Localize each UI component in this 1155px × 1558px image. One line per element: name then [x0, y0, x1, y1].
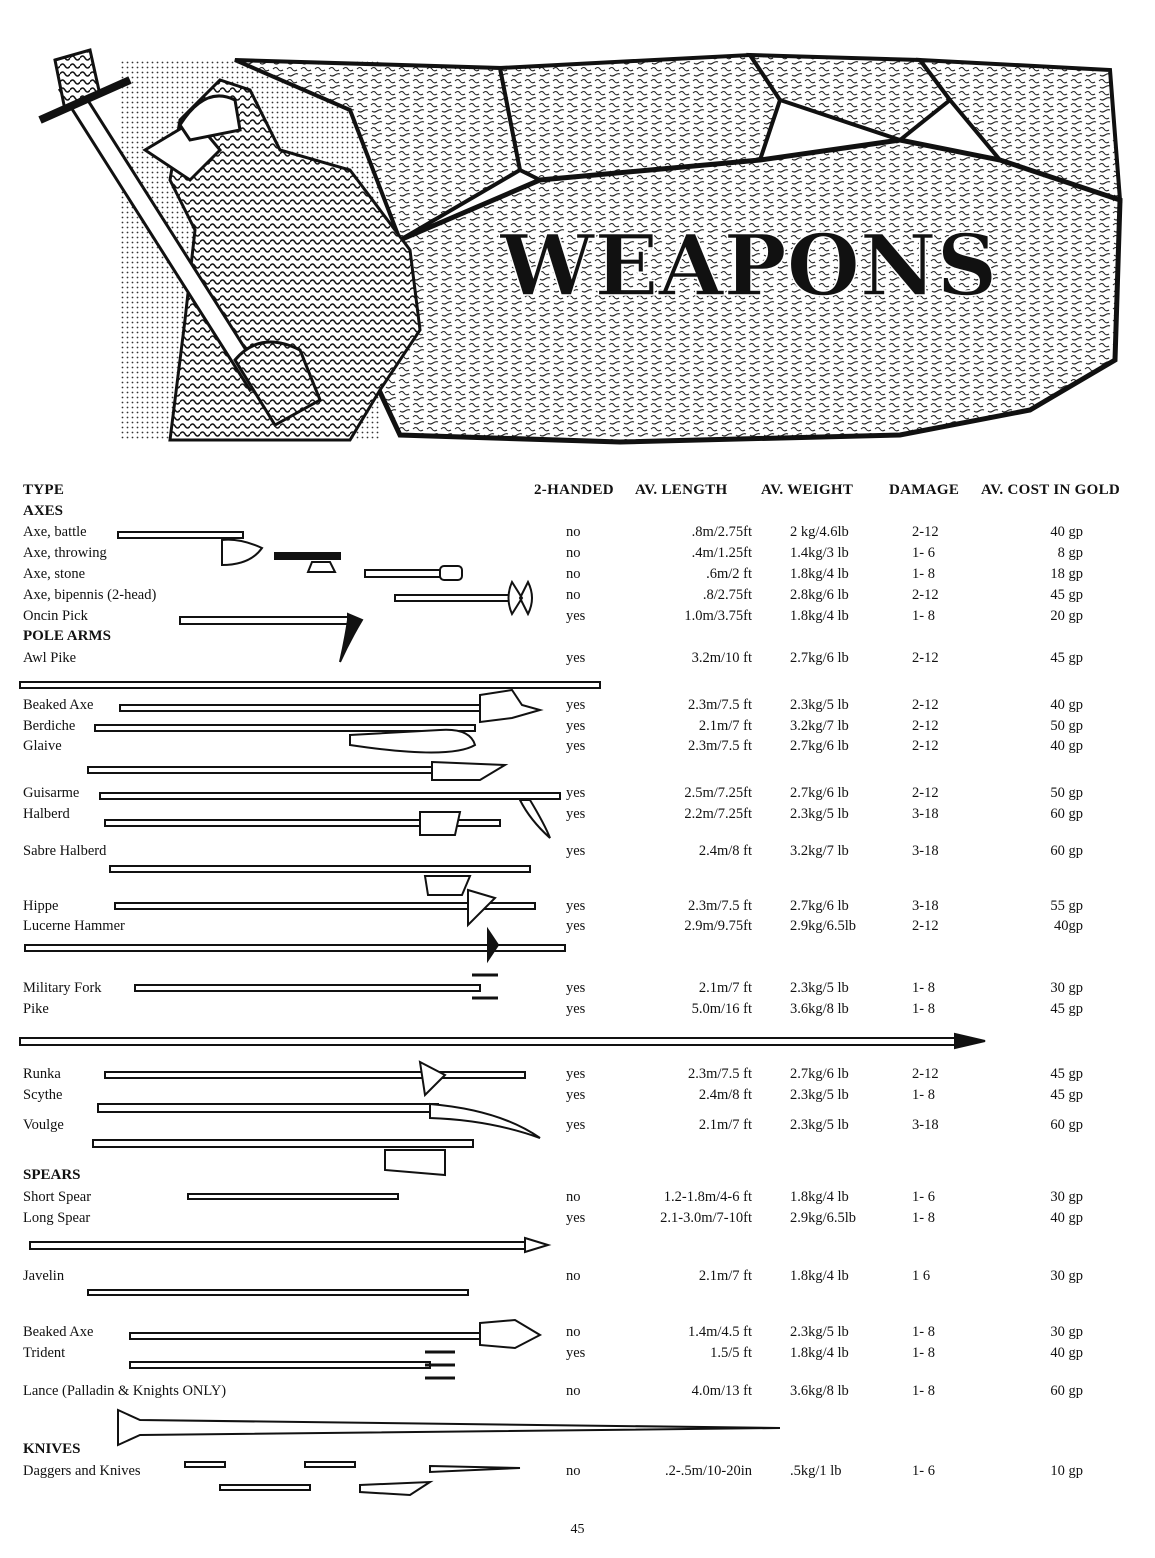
weapon-name: Voulge	[23, 1117, 64, 1133]
two-handed-value: yes	[566, 806, 586, 822]
damage-value: 3-18	[912, 843, 939, 859]
section-knives: KNIVES	[23, 1441, 81, 1457]
length-value: 2.3m/7.5 ft	[687, 697, 752, 713]
damage-value: 2-12	[912, 1066, 939, 1082]
length-value: 2.2m/7.25ft	[684, 806, 752, 822]
weight-value: 2.3kg/5 lb	[790, 980, 849, 996]
damage-value: 3-18	[912, 898, 939, 914]
length-value: 4.0m/13 ft	[691, 1383, 752, 1399]
two-handed-value: yes	[566, 718, 586, 734]
banner-illustration	[20, 30, 1135, 445]
table-row	[0, 1324, 1155, 1344]
length-value: 2.1-3.0m/7-10ft	[660, 1210, 752, 1226]
cost-value: 30 gp	[1050, 1324, 1083, 1340]
damage-value: 1- 8	[912, 1001, 935, 1017]
weight-value: 3.6kg/8 lb	[790, 1001, 849, 1017]
weapon-name: Halberd	[23, 806, 70, 822]
two-handed-value: yes	[566, 1087, 586, 1103]
table-row	[0, 608, 1155, 628]
two-handed-value: yes	[566, 898, 586, 914]
damage-value: 2-12	[912, 918, 939, 934]
weapon-name: Oncin Pick	[23, 608, 88, 624]
length-value: 1.4m/4.5 ft	[687, 1324, 752, 1340]
length-value: 2.3m/7.5 ft	[687, 1066, 752, 1082]
weapon-name: Axe, stone	[23, 566, 86, 582]
table-row	[0, 697, 1155, 717]
damage-value: 2-12	[912, 738, 939, 754]
weight-value: 2.3kg/5 lb	[790, 697, 849, 713]
table-row	[0, 1463, 1155, 1483]
weight-value: 2.7kg/6 lb	[790, 1066, 849, 1082]
cost-value: 45 gp	[1050, 1087, 1083, 1103]
banner-title: WEAPONS	[500, 216, 998, 315]
weight-value: 2.7kg/6 lb	[790, 898, 849, 914]
weapon-name: Lucerne Hammer	[23, 918, 125, 934]
two-handed-value: yes	[566, 738, 586, 754]
table-row	[0, 980, 1155, 1000]
weapon-name: Short Spear	[23, 1189, 92, 1205]
damage-value: 3-18	[912, 1117, 939, 1133]
cost-value: 60 gp	[1050, 1117, 1083, 1133]
damage-value: 1- 8	[912, 1324, 935, 1340]
table-row	[0, 1345, 1155, 1365]
length-value: 1.0m/3.75ft	[684, 608, 752, 624]
weapon-name: Pike	[23, 1001, 49, 1017]
two-handed-value: yes	[566, 918, 586, 934]
cost-value: 40 gp	[1050, 1210, 1083, 1226]
weapon-name: Runka	[23, 1066, 61, 1082]
two-handed-value: yes	[566, 1210, 586, 1226]
weapon-name: Berdiche	[23, 718, 76, 734]
two-handed-value: yes	[566, 697, 586, 713]
weight-value: 1.8kg/4 lb	[790, 1345, 849, 1361]
weight-value: 1.8kg/4 lb	[790, 1268, 849, 1284]
header-weight: AV. WEIGHT	[761, 482, 854, 498]
two-handed-value: yes	[566, 650, 586, 666]
weapon-name: Trident	[23, 1345, 66, 1361]
cost-value: 30 gp	[1050, 1268, 1083, 1284]
table-row	[0, 1087, 1155, 1107]
length-value: 3.2m/10 ft	[691, 650, 752, 666]
cost-value: 40 gp	[1050, 1345, 1083, 1361]
damage-value: 1- 8	[912, 1345, 935, 1361]
length-value: .8m/2.75ft	[691, 524, 752, 540]
table-row	[0, 1066, 1155, 1086]
weight-value: 2.7kg/6 lb	[790, 650, 849, 666]
weight-value: 3.6kg/8 lb	[790, 1383, 849, 1399]
weight-value: 2.3kg/5 lb	[790, 1324, 849, 1340]
cost-value: 30 gp	[1050, 980, 1083, 996]
weapon-name: Guisarme	[23, 785, 80, 801]
weight-value: 2.3kg/5 lb	[790, 1117, 849, 1133]
length-value: 2.3m/7.5 ft	[687, 898, 752, 914]
weapon-name: Daggers and Knives	[23, 1463, 141, 1479]
table-row	[0, 587, 1155, 607]
length-value: 2.4m/8 ft	[698, 843, 752, 859]
header-damage: DAMAGE	[889, 482, 960, 498]
cost-value: 20 gp	[1050, 608, 1083, 624]
table-row	[0, 1117, 1155, 1137]
cost-value: 10 gp	[1050, 1463, 1083, 1479]
damage-value: 1- 8	[912, 1087, 935, 1103]
length-value: 2.4m/8 ft	[698, 1087, 752, 1103]
damage-value: 1- 6	[912, 1463, 935, 1479]
weight-value: 1.8kg/4 lb	[790, 1189, 849, 1205]
cost-value: 50 gp	[1050, 785, 1083, 801]
weight-value: 3.2kg/7 lb	[790, 718, 849, 734]
two-handed-value: yes	[566, 1066, 586, 1082]
cost-value: 45 gp	[1050, 587, 1083, 603]
cost-value: 45 gp	[1050, 1001, 1083, 1017]
two-handed-value: yes	[566, 1345, 586, 1361]
damage-value: 1- 6	[912, 1189, 935, 1205]
weight-value: 1.8kg/4 lb	[790, 566, 849, 582]
weight-value: 1.4kg/3 lb	[790, 545, 849, 561]
length-value: 5.0m/16 ft	[691, 1001, 752, 1017]
table-row	[0, 1268, 1155, 1288]
table-row	[0, 785, 1155, 805]
weight-value: 2.9kg/6.5lb	[790, 1210, 857, 1226]
weapon-name: Military Fork	[23, 980, 102, 996]
two-handed-value: yes	[566, 980, 586, 996]
two-handed-value: no	[566, 587, 581, 603]
two-handed-value: no	[566, 545, 581, 561]
weapon-name: Awl Pike	[23, 650, 77, 666]
two-handed-value: yes	[566, 1117, 586, 1133]
length-value: 2.1m/7 ft	[698, 718, 752, 734]
length-value: 1.2-1.8m/4-6 ft	[663, 1189, 752, 1205]
weight-value: 2.9kg/6.5lb	[790, 918, 857, 934]
length-value: 2.9m/9.75ft	[684, 918, 752, 934]
weight-value: 2.3kg/5 lb	[790, 806, 849, 822]
cost-value: 40 gp	[1050, 738, 1083, 754]
weapon-name: Lance (Palladin & Knights ONLY)	[23, 1383, 227, 1399]
weapon-name: Axe, bipennis (2-head)	[23, 587, 157, 603]
page-number: 45	[570, 1522, 585, 1537]
damage-value: 1- 8	[912, 1383, 935, 1399]
cost-value: 45 gp	[1050, 650, 1083, 666]
damage-value: 1- 8	[912, 566, 935, 582]
table-row	[0, 806, 1155, 826]
weight-value: 1.8kg/4 lb	[790, 608, 849, 624]
cost-value: 30 gp	[1050, 1189, 1083, 1205]
weapon-name: Sabre Halberd	[23, 843, 107, 859]
header-cost: AV. COST IN GOLD	[981, 482, 1121, 498]
weapon-name: Beaked Axe	[23, 697, 94, 713]
two-handed-value: no	[566, 1189, 581, 1205]
weapon-name: Hippe	[23, 898, 59, 914]
table-row	[0, 1001, 1155, 1021]
damage-value: 1- 8	[912, 1210, 935, 1226]
header-two-handed: 2-HANDED	[534, 482, 614, 498]
damage-value: 1- 8	[912, 608, 935, 624]
damage-value: 3-18	[912, 806, 939, 822]
table-row	[0, 1189, 1155, 1209]
table-row	[0, 566, 1155, 586]
table-row	[0, 738, 1155, 758]
cost-value: 50 gp	[1050, 718, 1083, 734]
table-row	[0, 718, 1155, 738]
damage-value: 1- 6	[912, 545, 935, 561]
damage-value: 2-12	[912, 524, 939, 540]
two-handed-value: yes	[566, 608, 586, 624]
two-handed-value: yes	[566, 843, 586, 859]
two-handed-value: no	[566, 566, 581, 582]
weapon-name: Javelin	[23, 1268, 65, 1284]
weapon-name: Beaked Axe	[23, 1324, 94, 1340]
length-value: .2-.5m/10-20in	[665, 1463, 752, 1479]
damage-value: 1 6	[912, 1268, 931, 1284]
weight-value: 2.3kg/5 lb	[790, 1087, 849, 1103]
header-type: TYPE	[23, 482, 65, 498]
two-handed-value: no	[566, 1324, 581, 1340]
table-row	[0, 650, 1155, 670]
cost-value: 60 gp	[1050, 1383, 1083, 1399]
table-row	[0, 524, 1155, 544]
two-handed-value: yes	[566, 785, 586, 801]
two-handed-value: no	[566, 1463, 581, 1479]
cost-value: 8 gp	[1057, 545, 1083, 561]
length-value: 2.1m/7 ft	[698, 980, 752, 996]
cost-value: 40gp	[1054, 918, 1083, 934]
weight-value: 2.7kg/6 lb	[790, 738, 849, 754]
table-row	[0, 918, 1155, 938]
length-value: .8/2.75ft	[702, 587, 752, 603]
section-axes: AXES	[23, 503, 64, 519]
cost-value: 60 gp	[1050, 806, 1083, 822]
weapon-name: Axe, throwing	[23, 545, 107, 561]
damage-value: 2-12	[912, 650, 939, 666]
cost-value: 40 gp	[1050, 697, 1083, 713]
weight-value: 2.7kg/6 lb	[790, 785, 849, 801]
cost-value: 18 gp	[1050, 566, 1083, 582]
table-row	[0, 843, 1155, 863]
weapon-name: Axe, battle	[23, 524, 87, 540]
weight-value: 2 kg/4.6lb	[790, 524, 849, 540]
section-spears: SPEARS	[23, 1167, 81, 1183]
length-value: 2.1m/7 ft	[698, 1268, 752, 1284]
weapons-banner	[20, 30, 1135, 445]
weight-value: .5kg/1 lb	[790, 1463, 842, 1479]
cost-value: 55 gp	[1050, 898, 1083, 914]
table-row	[0, 1210, 1155, 1230]
table-row	[0, 898, 1155, 918]
length-value: 2.5m/7.25ft	[684, 785, 752, 801]
length-value: 2.3m/7.5 ft	[687, 738, 752, 754]
table-row	[0, 545, 1155, 565]
header-length: AV. LENGTH	[635, 482, 728, 498]
two-handed-value: no	[566, 1268, 581, 1284]
two-handed-value: no	[566, 524, 581, 540]
cost-value: 60 gp	[1050, 843, 1083, 859]
cost-value: 40 gp	[1050, 524, 1083, 540]
table-row	[0, 1383, 1155, 1403]
cost-value: 45 gp	[1050, 1066, 1083, 1082]
section-pole-arms: POLE ARMS	[23, 628, 111, 644]
damage-value: 2-12	[912, 785, 939, 801]
weapon-name: Long Spear	[23, 1210, 91, 1226]
length-value: 2.1m/7 ft	[698, 1117, 752, 1133]
length-value: .6m/2 ft	[706, 566, 752, 582]
weapon-name: Scythe	[23, 1087, 63, 1103]
damage-value: 2-12	[912, 697, 939, 713]
length-value: .4m/1.25ft	[691, 545, 752, 561]
two-handed-value: yes	[566, 1001, 586, 1017]
weight-value: 2.8kg/6 lb	[790, 587, 849, 603]
damage-value: 1- 8	[912, 980, 935, 996]
weapon-name: Glaive	[23, 738, 62, 754]
damage-value: 2-12	[912, 718, 939, 734]
two-handed-value: no	[566, 1383, 581, 1399]
weight-value: 3.2kg/7 lb	[790, 843, 849, 859]
damage-value: 2-12	[912, 587, 939, 603]
length-value: 1.5/5 ft	[710, 1345, 752, 1361]
